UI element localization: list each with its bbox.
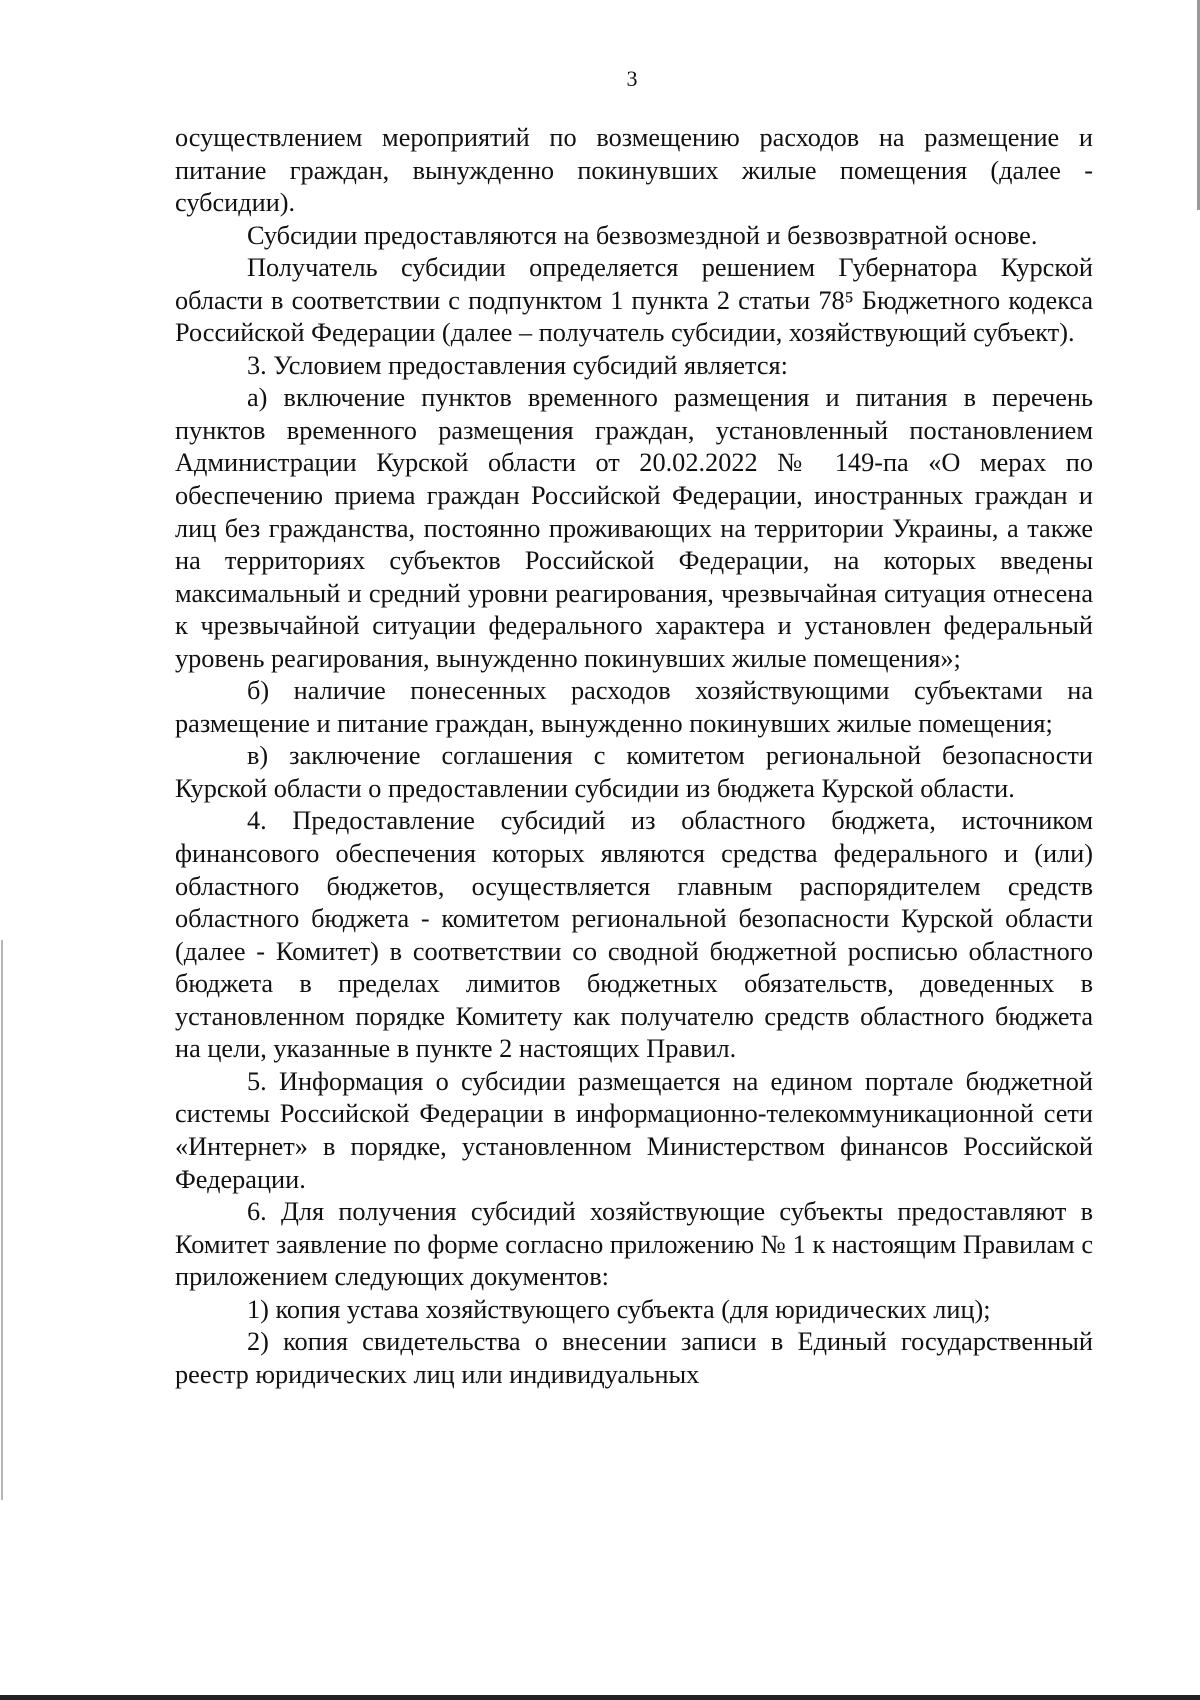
paragraph-continuation: осуществлением мероприятий по возмещению расходов на размещение и питание граждан, вынужденно покинувших жилые помещения (далее - субсидии). bbox=[175, 123, 1093, 218]
paragraph-item-3a: а) включение пунктов временного размещения и питания в перечень пунктов временного размещения граждан, установленный постановлением Администрации Курской области от 20.02.2022 № 149-па «О мерах по обеспечению приема граждан Российской Федерации, иностранных граждан и лиц без гражданства, постоянно проживающих на территории Украины, а также на территориях субъектов Российской Федерации, на которых введены максимальный и средний уровни реагирования, чрезвычайная ситуация отнесена к чрезвычайной ситуации федерального характера и установлен федеральный уровень реагирования, вынужденно покинувших жилые помещения»; bbox=[175, 383, 1093, 673]
scan-edge-bottom bbox=[0, 1695, 1200, 1700]
paragraph-item-6-1: 1) копия устава хозяйствующего субъекта (для юридических лиц); bbox=[247, 1294, 991, 1324]
paragraph-item-3b: б) наличие понесенных расходов хозяйствующими субъектами на размещение и питание граждан, вынужденно покинувших жилые помещения; bbox=[175, 676, 1093, 738]
paragraph-item-3c: в) заключение соглашения с комитетом региональной безопасности Курской области о предоставлении субсидии из бюджета Курской области. bbox=[175, 741, 1093, 803]
paragraph-item-4: 4. Предоставление субсидий из областного бюджета, источником финансового обеспечения которых являются средства федерального и (или) областного бюджетов, осуществляется главным распорядителем средств областного бюджета - комитетом региональной безопасности Курской области (далее - Комитет) в соответствии со сводной бюджетной росписью областного бюджета в пределах лимитов бюджетных обязательств, доведенных в установленном порядке Комитету как получателю средств областного бюджета на цели, указанные в пункте 2 настоящих Правил. bbox=[175, 806, 1093, 1064]
paragraph-subsidy-basis: Субсидии предоставляются на безвозмездной и безвозвратной основе. bbox=[247, 220, 1038, 250]
paragraph-recipient: Получатель субсидии определяется решением Губернатора Курской области в соответствии с подпунктом 1 пункта 2 статьи 78⁵ Бюджетного кодекса Российской Федерации (далее – получатель субсидии, хозяйствующий субъект). bbox=[175, 253, 1093, 348]
paragraph-item-5: 5. Информация о субсидии размещается на едином портале бюджетной системы Российской Федерации в информационно-телекоммуникационной сети «Интернет» в порядке, установленном Министерством финансов Российской Федерации. bbox=[175, 1066, 1093, 1194]
document-body bbox=[175, 122, 1093, 1391]
page-number: 3 bbox=[626, 66, 638, 91]
scan-edge-left bbox=[1, 940, 3, 1500]
paragraph-item-3: 3. Условием предоставления субсидий является: bbox=[247, 350, 788, 380]
paragraph-item-6: 6. Для получения субсидий хозяйствующие субъекты предоставляют в Комитет заявление по форме согласно приложению № 1 к настоящим Правилам с приложением следующих документов: bbox=[175, 1197, 1093, 1292]
paragraph-item-6-2: 2) копия свидетельства о внесении записи в Единый государственный реестр юридических лиц или индивидуальных bbox=[175, 1327, 1093, 1389]
